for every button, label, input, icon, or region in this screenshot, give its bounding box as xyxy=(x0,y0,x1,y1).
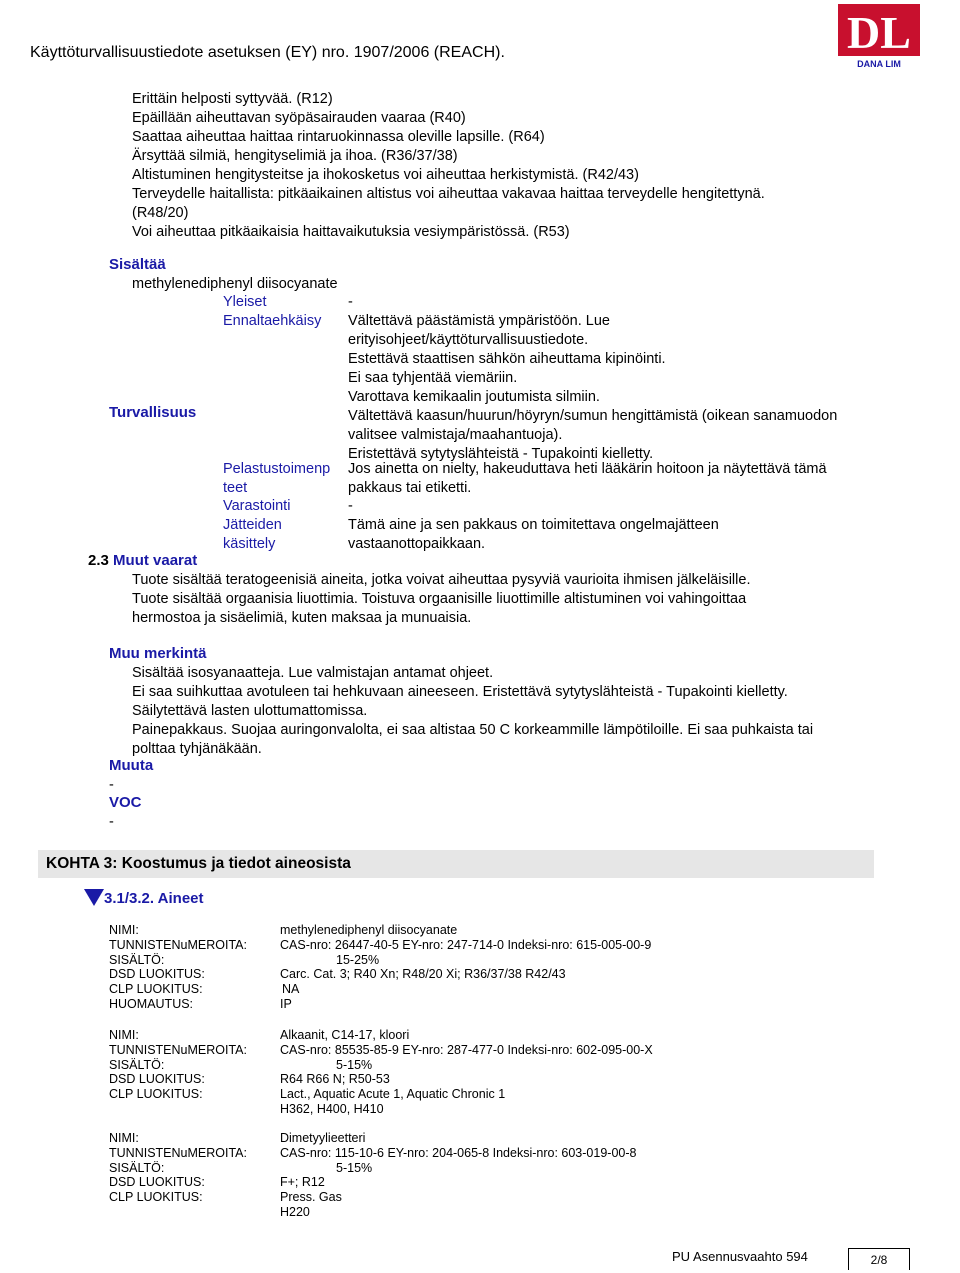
component-value: F+; R12 xyxy=(280,1175,325,1190)
waste-line: vastaanottopaikkaan. xyxy=(348,536,486,552)
muuta-value: - xyxy=(109,777,114,793)
other-marking-label: Muu merkintä xyxy=(109,645,207,662)
component-key: NIMI: xyxy=(109,923,139,937)
component-key: DSD LUOKITUS: xyxy=(109,967,205,982)
other-hazards-label xyxy=(88,552,197,569)
component-row xyxy=(109,1057,373,1073)
component-row xyxy=(109,1028,410,1043)
other-hazards-line: hermostoa ja sisäelimiä, kuten maksaa ja munuaisia. xyxy=(132,610,472,626)
component-key: SISÄLTÖ: xyxy=(109,1057,165,1072)
component-value: 5-15% xyxy=(336,1160,373,1175)
logo-text: DL xyxy=(847,7,911,58)
component-value: NA xyxy=(282,982,300,997)
risk-phrase: Voi aiheuttaa pitkäaikaisia haittavaikutuksia vesiympäristössä. (R53) xyxy=(132,224,570,240)
company-logo xyxy=(838,4,920,70)
storage-label: Varastointi xyxy=(223,498,291,514)
component-value: CAS-nro: 85535-85-9 EY-nro: 287-477-0 Indeksi-nro: 602-095-00-X xyxy=(280,1042,653,1057)
other-hazards-number: 2.3 xyxy=(88,552,109,569)
component-key: NIMI: xyxy=(109,1131,139,1145)
waste-label xyxy=(223,516,282,554)
component-value: Carc. Cat. 3; R40 Xn; R48/20 Xi; R36/37/38 R42/43 xyxy=(280,967,566,982)
component-value: CAS-nro: 115-10-6 EY-nro: 204-065-8 Indeksi-nro: 603-019-00-8 xyxy=(280,1145,637,1160)
rescue-line: pakkaus tai etiketti. xyxy=(348,480,472,496)
waste-label-line: käsittely xyxy=(223,536,276,552)
risk-phrase: Altistuminen hengitysteitse ja ihokosketus voi aiheuttaa herkistymistä. (R42/43) xyxy=(132,167,639,183)
footer-product-name: PU Asennusvaahto 594 xyxy=(672,1249,808,1264)
waste-line: Tämä aine ja sen pakkaus on toimitettava ongelmajätteen xyxy=(348,517,719,533)
prevention-line: Ei saa tyhjentää viemäriin. xyxy=(348,370,518,386)
rescue-label-line: teet xyxy=(223,480,248,496)
voc-label: VOC xyxy=(109,794,142,811)
risk-phrase: Saattaa aiheuttaa haittaa rintaruokinnassa oleville lapsille. (R64) xyxy=(132,129,545,145)
component-key: NIMI: xyxy=(109,1028,139,1042)
other-marking-line: Säilytettävä lasten ulottumattomissa. xyxy=(132,703,368,719)
component-key: TUNNISTENuMEROITA: xyxy=(109,1145,247,1160)
component-row xyxy=(109,1160,373,1176)
component-row xyxy=(109,937,652,953)
prevention-label: Ennaltaehkäisy xyxy=(223,313,322,329)
component-block xyxy=(109,923,652,1012)
component-row xyxy=(109,1131,366,1146)
component-key: DSD LUOKITUS: xyxy=(109,1175,205,1190)
component-row xyxy=(109,1190,342,1205)
safety-label: Turvallisuus xyxy=(109,404,197,421)
other-marking-line: Ei saa suihkuttaa avotuleen tai hehkuvaan aineeseen. Eristettävä sytytyslähteistä - Tupakointi kielletty. xyxy=(132,684,788,700)
other-marking-line: Painepakkaus. Suojaa auringonvalolta, ei saa altistaa 50 C korkeammille lämpötiloille. Ei saa puhkaista tai xyxy=(132,722,814,738)
component-key: TUNNISTENuMEROITA: xyxy=(109,1042,247,1057)
component-row xyxy=(109,1175,325,1190)
component-value: H220 xyxy=(280,1204,310,1219)
component-row xyxy=(109,1072,390,1087)
page-number: 2/8 xyxy=(848,1248,910,1270)
rescue-line: Jos ainetta on nielty, hakeuduttava heti lääkärin hoitoon ja näytettävä tämä xyxy=(348,461,827,477)
contains-label: Sisältää xyxy=(109,256,166,273)
component-value: 15-25% xyxy=(336,952,380,967)
component-key: SISÄLTÖ: xyxy=(109,1160,165,1175)
component-row xyxy=(109,996,292,1012)
risk-phrase: Terveydelle haitallista: pitkäaikainen altistus voi aiheuttaa vakavaa haittaa terveydelle hengitettynä. xyxy=(132,186,765,202)
risk-phrase: Erittäin helposti syttyvää. (R12) xyxy=(132,91,333,107)
triangle-down-icon xyxy=(84,889,104,912)
prevention-line: valitsee valmistaja/maahantuoja). xyxy=(348,427,563,443)
section-3-subtitle: 3.1/3.2. Aineet xyxy=(104,890,204,907)
component-key: TUNNISTENuMEROITA: xyxy=(109,937,247,952)
component-row xyxy=(109,1145,637,1161)
prevention-line: erityisohjeet/käyttöturvallisuustiedote. xyxy=(348,332,589,348)
component-key: DSD LUOKITUS: xyxy=(109,1072,205,1087)
voc-value: - xyxy=(109,814,114,830)
component-key: CLP LUOKITUS: xyxy=(109,982,203,997)
component-key: SISÄLTÖ: xyxy=(109,952,165,967)
component-row xyxy=(109,1042,653,1058)
rescue-text xyxy=(348,460,827,498)
waste-text xyxy=(348,516,719,554)
component-value: Press. Gas xyxy=(280,1190,342,1205)
rescue-label-line: Pelastustoimenp xyxy=(223,461,331,477)
risk-phrase: Epäillään aiheuttavan syöpäsairauden vaaraa (R40) xyxy=(132,110,466,126)
component-value: Lact., Aquatic Acute 1, Aquatic Chronic 1 xyxy=(280,1087,506,1102)
component-row xyxy=(109,952,380,968)
component-row xyxy=(109,1087,506,1102)
section-3-header: KOHTA 3: Koostumus ja tiedot aineosista xyxy=(38,850,874,878)
prevention-line: Vältettävä päästämistä ympäristöön. Lue xyxy=(348,313,610,329)
other-hazards-title: Muut vaarat xyxy=(113,552,198,569)
component-block xyxy=(109,1028,653,1117)
risk-phrases xyxy=(132,90,765,242)
other-hazards-line: Tuote sisältää orgaanisia liuottimia. Toistuva orgaanisille liuottimille altistuminen voi vahingoittaa xyxy=(132,591,747,607)
logo-subtext: DANA LIM xyxy=(857,59,901,69)
general-value: - xyxy=(348,294,353,310)
component-value: Alkaanit, C14-17, kloori xyxy=(280,1028,410,1042)
component-value: 5-15% xyxy=(336,1057,373,1072)
prevention-line: Varottava kemikaalin joutumista silmiin. xyxy=(348,389,600,405)
component-value: Dimetyylieetteri xyxy=(280,1131,366,1145)
muuta-label: Muuta xyxy=(109,757,154,774)
other-marking-line: polttaa tyhjänäkään. xyxy=(132,741,262,757)
other-marking-text xyxy=(132,664,813,759)
waste-label-line: Jätteiden xyxy=(223,517,282,533)
prevention-text xyxy=(348,312,837,464)
component-key: CLP LUOKITUS: xyxy=(109,1087,203,1102)
component-block xyxy=(109,1131,637,1220)
other-marking-line: Sisältää isosyanaatteja. Lue valmistajan antamat ohjeet. xyxy=(132,665,494,681)
component-row xyxy=(109,982,300,997)
component-value: R64 R66 N; R50-53 xyxy=(280,1072,390,1087)
general-label: Yleiset xyxy=(223,294,267,310)
component-value: methylenediphenyl diisocyanate xyxy=(280,923,458,937)
prevention-line: Estettävä staattisen sähkön aiheuttama kipinöinti. xyxy=(348,351,666,367)
component-row xyxy=(109,1101,384,1117)
component-key: CLP LUOKITUS: xyxy=(109,1190,203,1205)
component-value: IP xyxy=(280,996,292,1011)
prevention-line: Eristettävä sytytyslähteistä - Tupakointi kielletty. xyxy=(348,446,654,462)
component-row xyxy=(109,923,458,938)
component-row xyxy=(109,967,566,982)
storage-value: - xyxy=(348,498,353,514)
other-hazards-line: Tuote sisältää teratogeenisiä aineita, jotka voivat aiheuttaa pysyviä vaurioita ihmisen jälkeläisille. xyxy=(132,572,751,588)
component-row xyxy=(109,1204,310,1220)
risk-phrase: Ärsyttää silmiä, hengityselimiä ja ihoa. (R36/37/38) xyxy=(132,148,458,164)
prevention-line: Vältettävä kaasun/huurun/höyryn/sumun hengittämistä (oikean sanamuodon xyxy=(348,408,838,424)
component-value: H362, H400, H410 xyxy=(280,1101,384,1116)
rescue-label xyxy=(223,460,330,498)
document-header-title: Käyttöturvallisuustiedote asetuksen (EY) nro. 1907/2006 (REACH). xyxy=(30,44,505,61)
risk-phrase: (R48/20) xyxy=(132,205,189,221)
other-hazards-text xyxy=(132,571,750,628)
contains-value: methylenediphenyl diisocyanate xyxy=(132,276,338,292)
component-key: HUOMAUTUS: xyxy=(109,996,194,1011)
component-value: CAS-nro: 26447-40-5 EY-nro: 247-714-0 Indeksi-nro: 615-005-00-9 xyxy=(280,937,652,952)
